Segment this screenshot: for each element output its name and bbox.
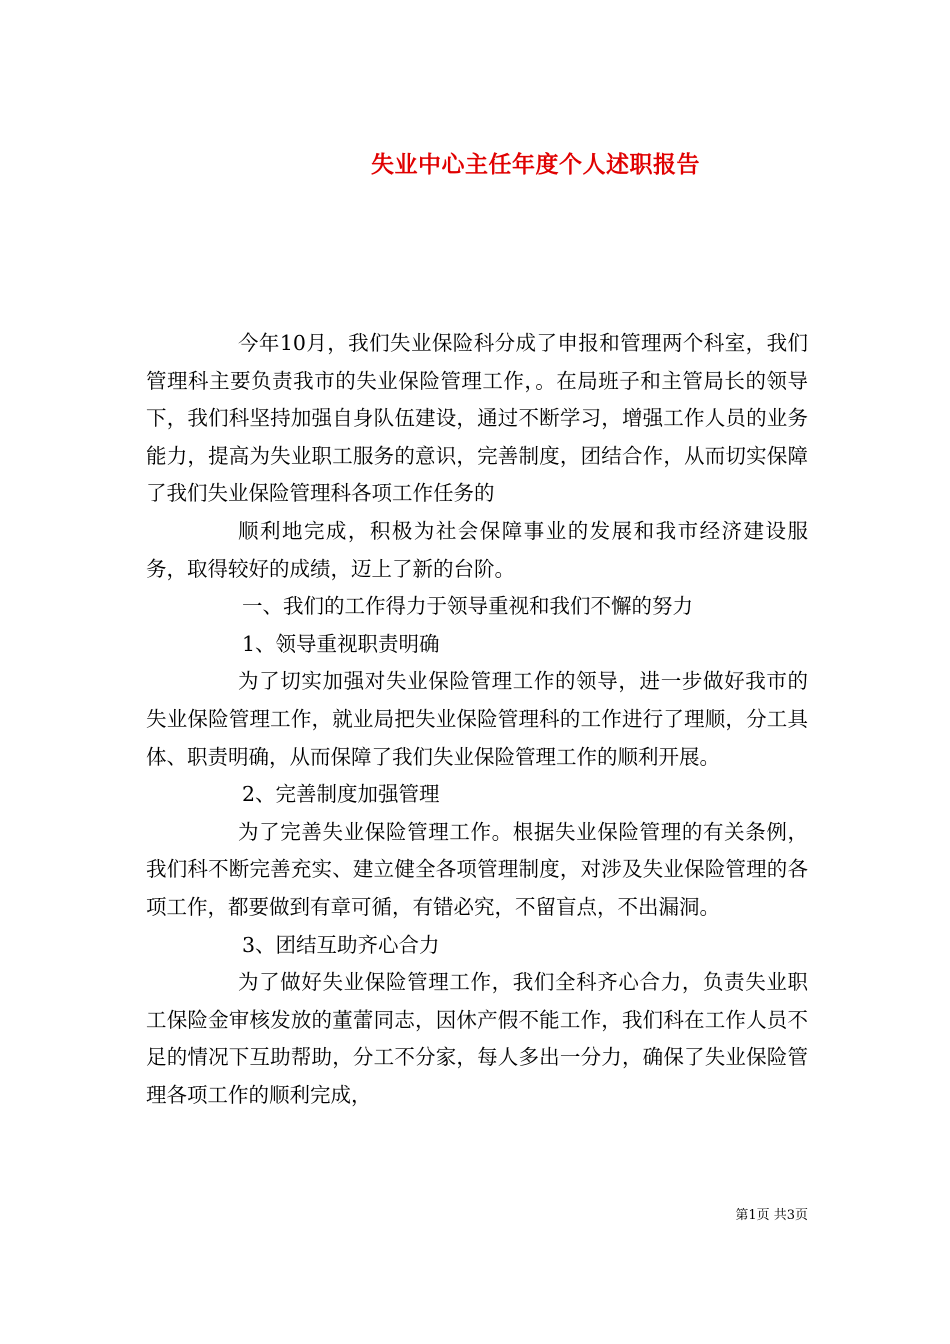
paragraph-leadership: 为了切实加强对失业保险管理工作的领导，进一步做好我市的失业保险管理工作，就业局把失业保险管理科的工作进行了理顺，分工具体、职责明确，从而保障了我们失业保险管理工作的顺利开展。	[146, 669, 808, 769]
paragraph-intro-continued: 顺利地完成，积极为社会保障事业的发展和我市经济建设服务，取得较好的成绩，迈上了新的台阶。	[146, 518, 808, 581]
subheading-3: 3、团结互助齐心合力	[242, 932, 440, 957]
paragraph-system: 为了完善失业保险管理工作。根据失业保险管理的有关条例，我们科不断完善充实、建立健全各项管理制度，对涉及失业保险管理的各项工作，都要做到有章可循，有错必究，不留盲点，不出漏洞。	[146, 819, 808, 919]
subheading-1: 1、领导重视职责明确	[242, 631, 440, 656]
subheading-2: 2、完善制度加强管理	[242, 782, 440, 807]
section-heading-1: 一、我们的工作得力于领导重视和我们不懈的努力	[242, 594, 693, 619]
paragraph-intro: 今年10月，我们失业保险科分成了申报和管理两个科室，我们管理科主要负责我市的失业保险管理工作，。在局班子和主管局长的领导下，我们科坚持加强自身队伍建设，通过不断学习，增强工作人员的业务能力，提高为失业职工服务的意识，完善制度，团结合作，从而切实保障了我们失业保险管理科各项工作任务的	[146, 331, 808, 506]
paragraph-teamwork: 为了做好失业保险管理工作，我们全科齐心合力，负责失业职工保险金审核发放的董蕾同志，因休产假不能工作，我们科在工作人员不足的情况下互助帮助，分工不分家，每人多出一分力，确保了失业保险管理各项工作的顺利完成，	[146, 970, 808, 1107]
title-area	[0, 132, 950, 179]
document-body	[146, 325, 808, 1114]
page-number-footer: 第1页 共3页	[735, 1208, 808, 1223]
document-title: 失业中心主任年度个人述职报告	[371, 151, 700, 179]
